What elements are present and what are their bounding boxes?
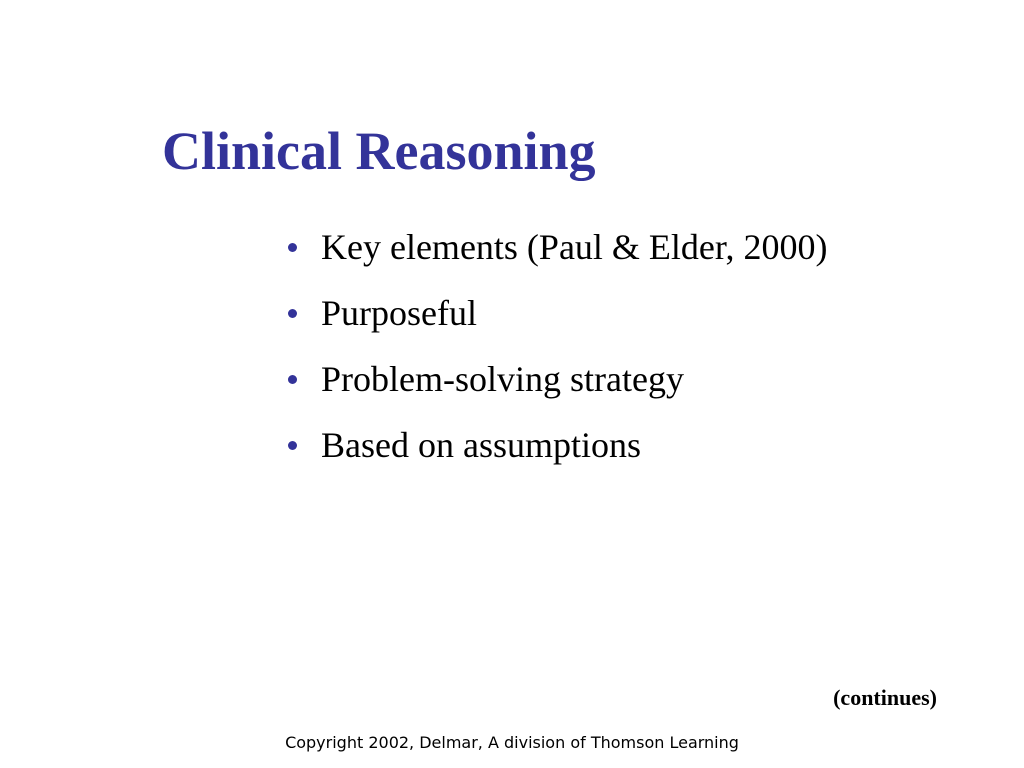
bullet-list (284, 214, 827, 478)
bullet-text: Based on assumptions (321, 425, 641, 465)
bullet-icon (288, 309, 297, 318)
bullet-icon (288, 243, 297, 252)
continues-label: (continues) (833, 685, 937, 710)
slide-title: Clinical Reasoning (162, 121, 596, 181)
bullet-item (284, 346, 827, 412)
bullet-text: Problem-solving strategy (321, 359, 684, 399)
bullet-icon (288, 375, 297, 384)
bullet-item (284, 280, 827, 346)
bullet-text: Key elements (Paul & Elder, 2000) (321, 227, 828, 267)
copyright-footer: Copyright 2002, Delmar, A division of Thomson Learning (285, 733, 739, 752)
bullet-icon (288, 441, 297, 450)
bullet-item (284, 412, 827, 478)
bullet-text: Purposeful (321, 293, 477, 333)
bullet-item (284, 214, 827, 280)
